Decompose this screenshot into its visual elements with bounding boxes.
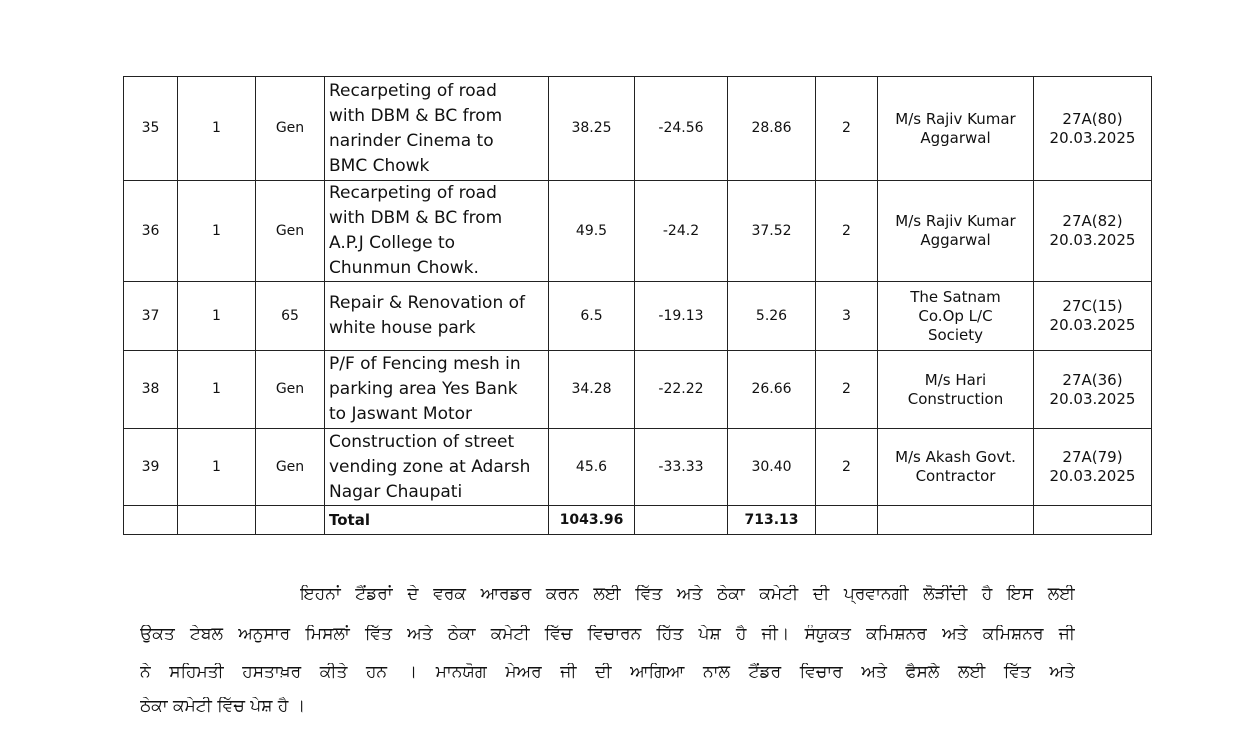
category-cell: Gen <box>256 429 325 506</box>
total-amount: 713.13 <box>728 506 816 535</box>
contractor-line: Construction <box>907 389 1004 408</box>
category-cell: Gen <box>256 351 325 429</box>
reference-cell <box>1034 181 1152 282</box>
bids-cell: 2 <box>816 429 878 506</box>
bids-cell: 3 <box>816 282 878 351</box>
work-description-line: with DBM & BC from <box>329 105 503 126</box>
reference-line: 20.03.2025 <box>1049 231 1136 249</box>
table-row <box>124 429 1152 506</box>
work-description-line: vending zone at Adarsh <box>329 456 531 477</box>
contractor-cell <box>878 351 1034 429</box>
amount-cell: 5.26 <box>728 282 816 351</box>
percent-cell: -33.33 <box>635 429 728 506</box>
work-description-line: Construction of street <box>329 431 515 452</box>
contractor-line: Aggarwal <box>920 231 991 249</box>
contractor-cell <box>878 429 1034 506</box>
work-description-line: A.P.J College to <box>329 233 456 253</box>
percent-cell: -19.13 <box>635 282 728 351</box>
reference-cell <box>1034 429 1152 506</box>
empty-cell <box>878 506 1034 535</box>
amount-cell: 37.52 <box>728 181 816 282</box>
empty-cell <box>256 506 325 535</box>
contractor-line: Society <box>927 325 984 344</box>
reference-line: 27A(80) <box>1062 109 1123 128</box>
reference-line: 27A(82) <box>1062 212 1123 230</box>
work-description-line: BMC Chowk <box>329 155 430 176</box>
contractor-line: M/s Rajiv Kumar <box>895 212 1016 230</box>
empty-cell <box>816 506 878 535</box>
quantity-cell: 1 <box>178 429 256 506</box>
contractor-line: The Satnam <box>910 287 1001 306</box>
work-description-line: P/F of Fencing mesh in <box>329 354 521 374</box>
total-estimate: 1043.96 <box>549 506 635 535</box>
work-description-line: Chunmun Chowk. <box>329 258 479 278</box>
work-description-line: Nagar Chaupati <box>329 481 463 502</box>
work-description-line: Recarpeting of road <box>329 80 497 101</box>
work-description-cell <box>325 181 549 282</box>
empty-cell <box>1034 506 1152 535</box>
reference-line: 20.03.2025 <box>1049 389 1136 408</box>
reference-cell <box>1034 282 1152 351</box>
reference-line: 27C(15) <box>1062 297 1123 315</box>
contractor-line: Co.Op L/C <box>918 306 993 325</box>
reference-line: 20.03.2025 <box>1049 467 1136 485</box>
estimate-cell: 6.5 <box>549 282 635 351</box>
work-description-line: Repair & Renovation of <box>329 293 526 313</box>
work-description-line: Recarpeting of road <box>329 183 497 203</box>
empty-cell <box>178 506 256 535</box>
category-cell: Gen <box>256 77 325 181</box>
contractor-cell <box>878 77 1034 181</box>
quantity-cell: 1 <box>178 282 256 351</box>
bids-cell: 2 <box>816 181 878 282</box>
work-description-cell <box>325 282 549 351</box>
work-description-cell <box>325 351 549 429</box>
serial-number-cell: 36 <box>124 181 178 282</box>
category-cell: 65 <box>256 282 325 351</box>
paragraph-line: ਠੇਕਾ ਕਮੇਟੀ ਵਿੱਚ ਪੇਸ਼ ਹੈ । <box>140 697 306 716</box>
work-description-line: with DBM & BC from <box>329 208 503 228</box>
table-row <box>124 351 1152 429</box>
contractor-line: Aggarwal <box>920 128 991 147</box>
percent-cell: -24.2 <box>635 181 728 282</box>
reference-cell <box>1034 77 1152 181</box>
work-description-line: to Jaswant Motor <box>329 404 473 424</box>
work-description-line: parking area Yes Bank <box>329 379 518 399</box>
contractor-cell <box>878 282 1034 351</box>
paragraph-line: ਨੇ ਸਹਿਮਤੀ ਹਸਤਾਖ਼ਰ ਕੀਤੇ ਹਨ । ਮਾਨਯੋਗ ਮੇਅਰ ਜੀ ਦੀ ਆਗਿਆ ਨਾਲ ਟੈਂਡਰ ਵਿਚਾਰ ਅਤੇ ਫੈਸਲੇ ਲਈ ਵਿੱਤ ਅਤੇ <box>140 663 1075 682</box>
table-row <box>124 77 1152 181</box>
work-description-cell <box>325 77 549 181</box>
serial-number-cell: 37 <box>124 282 178 351</box>
paragraph-line: ਇਹਨਾਂ ਟੈਂਡਰਾਂ ਦੇ ਵਰਕ ਆਰਡਰ ਕਰਨ ਲਈ ਵਿੱਤ ਅਤੇ ਠੇਕਾ ਕਮੇਟੀ ਦੀ ਪ੍ਰਵਾਨਗੀ ਲੋੜੀਂਦੀ ਹੈ ਇਸ ਲਈ <box>300 585 1075 604</box>
contractor-line: M/s Akash Govt. <box>895 448 1016 466</box>
serial-number-cell: 38 <box>124 351 178 429</box>
reference-line: 20.03.2025 <box>1049 316 1136 334</box>
bids-cell: 2 <box>816 351 878 429</box>
contractor-cell <box>878 181 1034 282</box>
table-row <box>124 181 1152 282</box>
amount-cell: 26.66 <box>728 351 816 429</box>
contractor-line: M/s Rajiv Kumar <box>895 109 1016 128</box>
reference-line: 20.03.2025 <box>1049 128 1136 147</box>
contractor-line: M/s Hari <box>924 370 987 389</box>
amount-cell: 30.40 <box>728 429 816 506</box>
category-cell: Gen <box>256 181 325 282</box>
reference-line: 27A(36) <box>1062 370 1123 389</box>
quantity-cell: 1 <box>178 181 256 282</box>
percent-cell: -22.22 <box>635 351 728 429</box>
tender-table <box>123 76 1152 535</box>
total-label: Total <box>325 506 549 535</box>
work-description-line: white house park <box>329 318 476 338</box>
quantity-cell: 1 <box>178 351 256 429</box>
reference-line: 27A(79) <box>1062 448 1123 466</box>
serial-number-cell: 39 <box>124 429 178 506</box>
reference-cell <box>1034 351 1152 429</box>
estimate-cell: 38.25 <box>549 77 635 181</box>
contractor-line: Contractor <box>915 467 996 485</box>
serial-number-cell: 35 <box>124 77 178 181</box>
total-row <box>124 506 1152 535</box>
table-row <box>124 282 1152 351</box>
quantity-cell: 1 <box>178 77 256 181</box>
amount-cell: 28.86 <box>728 77 816 181</box>
work-description-line: narinder Cinema to <box>329 130 494 151</box>
bids-cell: 2 <box>816 77 878 181</box>
work-description-cell <box>325 429 549 506</box>
estimate-cell: 45.6 <box>549 429 635 506</box>
empty-cell <box>635 506 728 535</box>
percent-cell: -24.56 <box>635 77 728 181</box>
estimate-cell: 49.5 <box>549 181 635 282</box>
empty-cell <box>124 506 178 535</box>
paragraph-line: ਉਕਤ ਟੇਬਲ ਅਨੁਸਾਰ ਮਿਸਲਾਂ ਵਿੱਤ ਅਤੇ ਠੇਕਾ ਕਮੇਟੀ ਵਿੱਚ ਵਿਚਾਰਨ ਹਿੱਤ ਪੇਸ਼ ਹੈ ਜੀ। ਸੰਯੁਕਤ ਕਮਿਸ਼ਨਰ ਅਤੇ ਕਮਿਸ਼ਨਰ ਜੀ <box>140 625 1075 644</box>
estimate-cell: 34.28 <box>549 351 635 429</box>
